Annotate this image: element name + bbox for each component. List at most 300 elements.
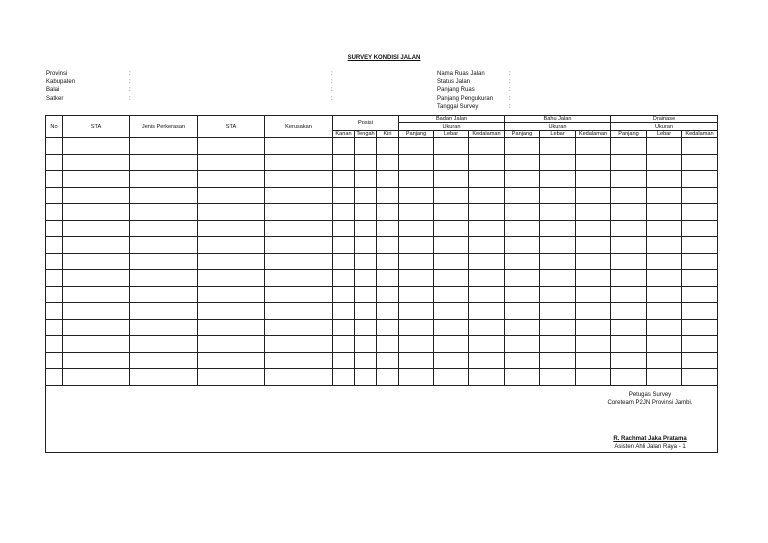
table-cell[interactable] (355, 303, 377, 320)
table-cell[interactable] (46, 204, 63, 221)
table-cell[interactable] (377, 154, 399, 171)
table-cell[interactable] (333, 237, 355, 254)
table-cell[interactable] (130, 187, 198, 204)
table-cell[interactable] (647, 286, 682, 303)
table-cell[interactable] (540, 270, 576, 287)
table-cell[interactable] (505, 270, 540, 287)
table-cell[interactable] (434, 253, 469, 270)
table-cell[interactable] (434, 187, 469, 204)
table-body (46, 138, 718, 386)
table-cell[interactable] (576, 237, 611, 254)
table-cell[interactable] (265, 220, 333, 237)
table-cell[interactable] (333, 286, 355, 303)
table-cell[interactable] (63, 237, 130, 254)
header-ukuran-badan: Ukuran (399, 123, 505, 130)
table-cell[interactable] (505, 369, 540, 386)
table-cell[interactable] (399, 303, 434, 320)
table-cell[interactable] (265, 286, 333, 303)
table-cell[interactable] (611, 369, 647, 386)
info-label: Panjang Ruas (437, 87, 475, 94)
table-cell[interactable] (46, 352, 63, 369)
table-cell[interactable] (576, 138, 611, 155)
table-cell[interactable] (611, 319, 647, 336)
signature-name: R. Rachmat Jaka Pratama (613, 436, 687, 442)
table-cell[interactable] (355, 237, 377, 254)
table-cell[interactable] (434, 237, 469, 254)
table-cell[interactable] (611, 352, 647, 369)
info-row-kabupaten (46, 78, 333, 86)
table-cell[interactable] (505, 237, 540, 254)
table-cell[interactable] (333, 319, 355, 336)
table-cell[interactable] (505, 286, 540, 303)
table-cell[interactable] (576, 369, 611, 386)
table-cell[interactable] (682, 286, 718, 303)
table-cell[interactable] (265, 336, 333, 353)
table-cell[interactable] (469, 303, 505, 320)
table-cell[interactable] (198, 220, 265, 237)
table-cell[interactable] (130, 286, 198, 303)
table-cell[interactable] (130, 369, 198, 386)
table-cell[interactable] (647, 369, 682, 386)
table-cell[interactable] (576, 352, 611, 369)
table-cell[interactable] (377, 253, 399, 270)
table-cell[interactable] (333, 138, 355, 155)
table-cell[interactable] (63, 253, 130, 270)
table-cell[interactable] (469, 286, 505, 303)
table-cell[interactable] (333, 187, 355, 204)
table-cell[interactable] (469, 237, 505, 254)
table-cell[interactable] (576, 303, 611, 320)
table-cell[interactable] (46, 171, 63, 188)
info-left-block (46, 70, 333, 103)
table-cell[interactable] (540, 286, 576, 303)
header-bahu-jalan: Bahu Jalan (505, 116, 611, 123)
table-cell[interactable] (611, 303, 647, 320)
table-cell[interactable] (469, 352, 505, 369)
table-cell[interactable] (198, 187, 265, 204)
table-cell[interactable] (399, 286, 434, 303)
table-cell[interactable] (355, 220, 377, 237)
table-cell[interactable] (130, 138, 198, 155)
table-cell[interactable] (647, 187, 682, 204)
table-cell[interactable] (265, 369, 333, 386)
table-cell[interactable] (469, 154, 505, 171)
table-cell[interactable] (647, 303, 682, 320)
table-cell[interactable] (682, 138, 718, 155)
table-cell[interactable] (682, 319, 718, 336)
table-cell[interactable] (682, 303, 718, 320)
table-cell[interactable] (63, 154, 130, 171)
info-label: Balai (46, 87, 60, 94)
table-cell[interactable] (540, 352, 576, 369)
table-cell[interactable] (434, 270, 469, 287)
header-jenis-perkerasan: Jenis Perkerasan (130, 116, 198, 138)
table-cell[interactable] (611, 187, 647, 204)
info-row-balai (46, 86, 333, 94)
table-cell[interactable] (46, 303, 63, 320)
table-cell[interactable] (377, 303, 399, 320)
table-cell[interactable] (63, 204, 130, 221)
table-cell[interactable] (682, 336, 718, 353)
table-cell[interactable] (682, 220, 718, 237)
table-row (46, 286, 718, 303)
table-row (46, 369, 718, 386)
table-cell[interactable] (399, 138, 434, 155)
info-label: Satker (46, 95, 64, 102)
table-cell[interactable] (611, 154, 647, 171)
table-cell[interactable] (576, 270, 611, 287)
table-cell[interactable] (399, 369, 434, 386)
table-cell[interactable] (682, 237, 718, 254)
table-cell[interactable] (130, 319, 198, 336)
table-cell[interactable] (333, 220, 355, 237)
table-cell[interactable] (647, 154, 682, 171)
table-cell[interactable] (265, 138, 333, 155)
signature-block (540, 391, 760, 407)
table-cell[interactable] (46, 286, 63, 303)
table-cell[interactable] (130, 303, 198, 320)
table-cell[interactable] (198, 270, 265, 287)
table-cell[interactable] (265, 171, 333, 188)
table-cell[interactable] (647, 171, 682, 188)
table-cell[interactable] (505, 220, 540, 237)
table-cell[interactable] (611, 270, 647, 287)
table-cell[interactable] (469, 253, 505, 270)
table-cell[interactable] (198, 286, 265, 303)
table-cell[interactable] (333, 204, 355, 221)
table-cell[interactable] (434, 171, 469, 188)
info-colon: : (129, 71, 131, 77)
table-cell[interactable] (377, 286, 399, 303)
table-cell[interactable] (399, 352, 434, 369)
table-cell[interactable] (130, 270, 198, 287)
table-cell[interactable] (377, 369, 399, 386)
table-cell[interactable] (198, 253, 265, 270)
table-cell[interactable] (198, 204, 265, 221)
info-label: Kabupaten (46, 79, 76, 86)
table-cell[interactable] (505, 253, 540, 270)
table-cell[interactable] (469, 187, 505, 204)
table-cell[interactable] (576, 336, 611, 353)
table-cell[interactable] (265, 270, 333, 287)
table-cell[interactable] (46, 187, 63, 204)
table-cell[interactable] (333, 369, 355, 386)
info-right-block (437, 70, 511, 111)
table-cell[interactable] (576, 171, 611, 188)
table-cell[interactable] (46, 369, 63, 386)
table-cell[interactable] (434, 336, 469, 353)
table-cell[interactable] (399, 319, 434, 336)
table-cell[interactable] (198, 352, 265, 369)
table-cell[interactable] (333, 352, 355, 369)
table-cell[interactable] (540, 138, 576, 155)
table-cell[interactable] (647, 220, 682, 237)
table-cell[interactable] (469, 138, 505, 155)
table-cell[interactable] (576, 319, 611, 336)
table-cell[interactable] (399, 154, 434, 171)
table-cell[interactable] (377, 270, 399, 287)
table-cell[interactable] (355, 204, 377, 221)
table-cell[interactable] (198, 369, 265, 386)
table-cell[interactable] (377, 237, 399, 254)
info-colon: : (509, 87, 511, 94)
table-cell[interactable] (576, 154, 611, 171)
signature-role: Petugas Survey (628, 392, 672, 398)
table-cell[interactable] (355, 336, 377, 353)
table-cell[interactable] (265, 237, 333, 254)
table-cell[interactable] (611, 171, 647, 188)
table-cell[interactable] (434, 352, 469, 369)
table-cell[interactable] (265, 204, 333, 221)
table-cell[interactable] (333, 253, 355, 270)
signature-position: Asisten Ahli Jalan Raya - 1 (614, 444, 686, 450)
table-cell[interactable] (377, 187, 399, 204)
table-cell[interactable] (333, 171, 355, 188)
header-kedalaman-badan: Kedalaman (469, 130, 505, 137)
table-cell[interactable] (540, 369, 576, 386)
table-cell[interactable] (647, 237, 682, 254)
table-cell[interactable] (130, 171, 198, 188)
table-cell[interactable] (265, 253, 333, 270)
table-cell[interactable] (198, 303, 265, 320)
table-cell[interactable] (355, 154, 377, 171)
table-cell[interactable] (355, 352, 377, 369)
table-cell[interactable] (540, 253, 576, 270)
table-cell[interactable] (377, 204, 399, 221)
table-cell[interactable] (540, 319, 576, 336)
table-cell[interactable] (682, 154, 718, 171)
table-cell[interactable] (647, 253, 682, 270)
info-row-panjang-pengukuran (437, 95, 511, 103)
table-cell[interactable] (576, 253, 611, 270)
table-cell[interactable] (505, 204, 540, 221)
table-cell[interactable] (505, 336, 540, 353)
table-cell[interactable] (505, 154, 540, 171)
table-cell[interactable] (682, 352, 718, 369)
table-cell[interactable] (647, 319, 682, 336)
table-cell[interactable] (130, 253, 198, 270)
table-cell[interactable] (611, 253, 647, 270)
table-row (46, 253, 718, 270)
table-cell[interactable] (576, 286, 611, 303)
table-cell[interactable] (130, 336, 198, 353)
table-cell[interactable] (355, 270, 377, 287)
table-cell[interactable] (265, 319, 333, 336)
info-row-provinsi (46, 70, 333, 78)
table-cell[interactable] (505, 303, 540, 320)
table-cell[interactable] (434, 369, 469, 386)
table-row (46, 270, 718, 287)
table-cell[interactable] (682, 187, 718, 204)
table-cell[interactable] (399, 253, 434, 270)
table-cell[interactable] (469, 171, 505, 188)
table-cell[interactable] (611, 286, 647, 303)
table-cell[interactable] (46, 220, 63, 237)
table-cell[interactable] (198, 336, 265, 353)
table-cell[interactable] (434, 138, 469, 155)
info-colon: : (129, 79, 131, 86)
table-cell[interactable] (63, 270, 130, 287)
table-cell[interactable] (611, 237, 647, 254)
table-cell[interactable] (63, 138, 130, 155)
table-cell[interactable] (469, 270, 505, 287)
header-no: No (46, 116, 63, 138)
table-cell[interactable] (355, 319, 377, 336)
table-cell[interactable] (63, 336, 130, 353)
table-cell[interactable] (611, 204, 647, 221)
table-cell[interactable] (469, 220, 505, 237)
info-label: Nama Ruas Jalan (437, 71, 485, 77)
info-row-nama-ruas (437, 70, 511, 78)
table-cell[interactable] (46, 154, 63, 171)
table-cell[interactable] (540, 154, 576, 171)
table-cell[interactable] (434, 303, 469, 320)
table-cell[interactable] (611, 220, 647, 237)
table-cell[interactable] (63, 303, 130, 320)
table-cell[interactable] (399, 336, 434, 353)
table-cell[interactable] (46, 237, 63, 254)
table-cell[interactable] (611, 336, 647, 353)
table-cell[interactable] (377, 352, 399, 369)
table-cell[interactable] (46, 253, 63, 270)
table-cell[interactable] (130, 204, 198, 221)
table-cell[interactable] (434, 220, 469, 237)
header-posisi: Posisi (333, 116, 399, 131)
info-label: Provinsi (46, 71, 68, 77)
table-cell[interactable] (540, 303, 576, 320)
table-cell[interactable] (198, 138, 265, 155)
table-cell[interactable] (377, 171, 399, 188)
table-cell[interactable] (576, 204, 611, 221)
signature-org: Coreteam P2JN Provinsi Jambi. (607, 400, 693, 406)
table-cell[interactable] (46, 336, 63, 353)
table-cell[interactable] (46, 138, 63, 155)
info-colon: : (129, 87, 131, 94)
table-row (46, 319, 718, 336)
header-kedalaman-drainase: Kedalaman (682, 130, 718, 137)
table-cell[interactable] (682, 253, 718, 270)
table-cell[interactable] (469, 336, 505, 353)
table-cell[interactable] (399, 187, 434, 204)
table-cell[interactable] (682, 270, 718, 287)
table-row (46, 204, 718, 221)
table-row (46, 138, 718, 155)
table-cell[interactable] (63, 171, 130, 188)
table-cell[interactable] (469, 319, 505, 336)
table-cell[interactable] (63, 319, 130, 336)
table-cell[interactable] (540, 237, 576, 254)
table-cell[interactable] (198, 319, 265, 336)
table-cell[interactable] (198, 237, 265, 254)
table-cell[interactable] (576, 187, 611, 204)
table-cell[interactable] (540, 220, 576, 237)
table-cell[interactable] (265, 303, 333, 320)
table-cell[interactable] (399, 220, 434, 237)
table-cell[interactable] (647, 352, 682, 369)
table-cell[interactable] (130, 220, 198, 237)
table-cell[interactable] (46, 270, 63, 287)
table-cell[interactable] (647, 336, 682, 353)
table-cell[interactable] (540, 204, 576, 221)
table-cell[interactable] (265, 187, 333, 204)
table-cell[interactable] (63, 286, 130, 303)
table-cell[interactable] (647, 138, 682, 155)
table-row (46, 237, 718, 254)
table-cell[interactable] (333, 270, 355, 287)
table-cell[interactable] (505, 138, 540, 155)
table-cell[interactable] (355, 286, 377, 303)
table-cell[interactable] (63, 352, 130, 369)
table-cell[interactable] (647, 270, 682, 287)
table-cell[interactable] (611, 138, 647, 155)
table-cell[interactable] (333, 336, 355, 353)
table-cell[interactable] (63, 369, 130, 386)
table-cell[interactable] (63, 220, 130, 237)
table-cell[interactable] (399, 171, 434, 188)
table-cell[interactable] (469, 369, 505, 386)
table-cell[interactable] (434, 319, 469, 336)
table-cell[interactable] (682, 204, 718, 221)
table-cell[interactable] (540, 171, 576, 188)
table-cell[interactable] (377, 138, 399, 155)
table-cell[interactable] (540, 187, 576, 204)
table-cell[interactable] (377, 336, 399, 353)
table-cell[interactable] (434, 204, 469, 221)
table-cell[interactable] (333, 303, 355, 320)
table-cell[interactable] (434, 154, 469, 171)
table-cell[interactable] (505, 352, 540, 369)
table-cell[interactable] (265, 154, 333, 171)
table-cell[interactable] (46, 319, 63, 336)
table-cell[interactable] (198, 154, 265, 171)
info-colon: : (331, 87, 333, 94)
table-cell[interactable] (130, 237, 198, 254)
header-lebar-bahu: Lebar (540, 130, 576, 137)
info-label: Tanggal Survey (437, 103, 479, 110)
table-cell[interactable] (355, 138, 377, 155)
table-cell[interactable] (130, 352, 198, 369)
header-ukuran-drainase: Ukuran (611, 123, 718, 130)
table-cell[interactable] (355, 253, 377, 270)
table-cell[interactable] (434, 286, 469, 303)
table-cell[interactable] (377, 319, 399, 336)
table-cell[interactable] (377, 220, 399, 237)
table-cell[interactable] (399, 237, 434, 254)
table-cell[interactable] (647, 204, 682, 221)
table-cell[interactable] (355, 171, 377, 188)
table-cell[interactable] (576, 220, 611, 237)
table-cell[interactable] (355, 369, 377, 386)
table-cell[interactable] (399, 204, 434, 221)
table-cell[interactable] (505, 319, 540, 336)
table-cell[interactable] (682, 171, 718, 188)
header-badan-jalan: Badan Jalan (399, 116, 505, 123)
table-cell[interactable] (265, 352, 333, 369)
table-cell[interactable] (540, 336, 576, 353)
header-kanan: Kanan (333, 130, 355, 137)
table-cell[interactable] (130, 154, 198, 171)
table-cell[interactable] (505, 187, 540, 204)
table-cell[interactable] (399, 270, 434, 287)
table-cell[interactable] (355, 187, 377, 204)
table-cell[interactable] (505, 171, 540, 188)
table-cell[interactable] (63, 187, 130, 204)
header-kiri: Kiri (377, 130, 399, 137)
table-cell[interactable] (682, 369, 718, 386)
table-cell[interactable] (469, 204, 505, 221)
table-cell[interactable] (198, 171, 265, 188)
table-cell[interactable] (333, 154, 355, 171)
